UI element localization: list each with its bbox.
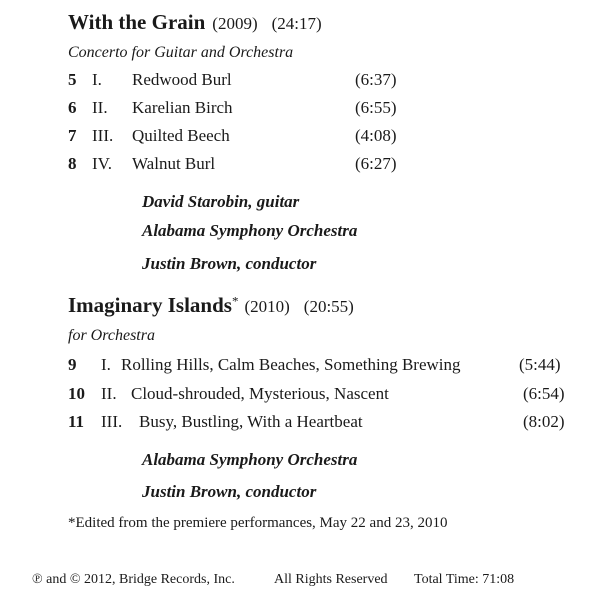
performer-line: Alabama Symphony Orchestra [142,450,358,469]
work2-asterisk: * [231,293,239,309]
track-time: (5:44) [519,355,561,374]
track-name: Quilted Beech [132,126,230,145]
performer-line: Justin Brown, conductor [142,254,317,273]
track-name: Cloud-shrouded, Mysterious, Nascent [131,384,389,403]
track-number: 9 [68,355,77,374]
track-movement: II. [92,98,108,117]
track-name: Busy, Bustling, With a Heartbeat [139,412,363,431]
track-name: Walnut Burl [132,154,216,173]
track-movement: III. [92,126,114,145]
track-row [68,412,363,432]
work1-duration: (24:17) [271,14,322,33]
track-movement: III. [101,412,123,431]
work1-year: (2009) [212,14,258,33]
track-time: (6:54) [523,384,565,403]
track-name: Redwood Burl [132,70,232,89]
work2-title: Imaginary Islands [68,293,232,317]
track-time: (8:02) [523,412,565,431]
work1-subtitle: Concerto for Guitar and Orchestra [68,44,294,61]
track-row [68,154,215,174]
track-movement: II. [101,384,117,403]
performer-line: Justin Brown, conductor [142,482,317,501]
track-number: 6 [68,98,77,117]
performer-line: David Starobin, guitar [142,192,300,211]
track-movement: I. [101,355,111,374]
work1-title: With the Grain [68,10,206,34]
track-name: Karelian Birch [132,98,233,117]
track-row [68,98,233,118]
work2-duration: (20:55) [303,297,354,316]
work2-year: (2010) [244,297,290,316]
track-number: 11 [68,412,85,431]
footnote: *Edited from the premiere performances, May 22 and 23, 2010 [68,515,448,531]
track-movement: IV. [92,154,112,173]
copyright-line: ℗ and © 2012, Bridge Records, Inc. [32,572,235,587]
work2-heading [68,293,354,318]
track-time: (4:08) [355,126,397,145]
track-time: (6:37) [355,70,397,89]
track-number: 7 [68,126,77,145]
total-time: Total Time: 71:08 [414,572,515,587]
track-number: 8 [68,154,77,173]
track-name: Rolling Hills, Calm Beaches, Something Brewing [121,355,461,374]
track-time: (6:27) [355,154,397,173]
track-row [68,355,461,375]
track-movement: I. [92,70,102,89]
track-row [68,384,389,404]
track-number: 5 [68,70,77,89]
work2-subtitle: for Orchestra [68,327,155,344]
track-row [68,126,230,146]
rights-reserved: All Rights Reserved [274,572,388,587]
track-row [68,70,232,90]
performer-line: Alabama Symphony Orchestra [142,221,358,240]
work1-heading [68,10,322,35]
track-time: (6:55) [355,98,397,117]
track-number: 10 [68,384,85,403]
